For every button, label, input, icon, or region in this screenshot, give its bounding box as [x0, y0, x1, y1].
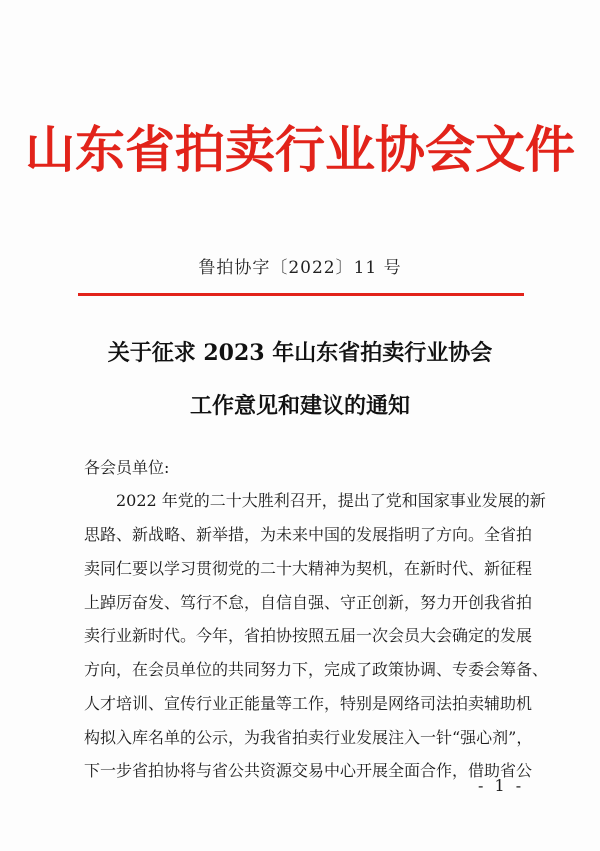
addressee: 各会员单位: [84, 458, 170, 477]
body-line: 卖同仁要以学习贯彻党的二十大精神为契机，在新时代、新征程 [84, 559, 533, 578]
body-line: 下一步省拍协将与省公共资源交易中心开展全面合作，借助省公 [84, 761, 533, 780]
body-line: 思路、新战略、新举措，为未来中国的发展指明了方向。全省拍 [84, 525, 533, 544]
document-header-title: 山东省拍卖行业协会文件 [25, 120, 575, 179]
document-number: 鲁拍协字〔2022〕11 号 [198, 258, 402, 278]
body-line: 方向，在会员单位的共同努力下，完成了政策协调、专委会筹备、 [84, 660, 549, 679]
body-line: 卖行业新时代。今年，省拍协按照五届一次会员大会确定的发展 [84, 626, 533, 645]
body-line: 人才培训、宣传行业正能量等工作，特别是网络司法拍卖辅助机 [84, 694, 533, 713]
red-divider-line [78, 293, 524, 296]
page-number: - 1 - [478, 776, 525, 795]
body-line: 构拟入库名单的公示，为我省拍卖行业发展注入一针“强心剂”， [84, 728, 533, 747]
notice-title-line-1: 关于征求 2023 年山东省拍卖行业协会 [107, 340, 493, 366]
body-line: 上踔厉奋发、笃行不怠，自信自强、守正创新，努力开创我省拍 [84, 593, 533, 612]
body-line: 2022 年党的二十大胜利召开，提出了党和国家事业发展的新 [116, 491, 546, 510]
notice-title-line-2: 工作意见和建议的通知 [189, 393, 410, 419]
